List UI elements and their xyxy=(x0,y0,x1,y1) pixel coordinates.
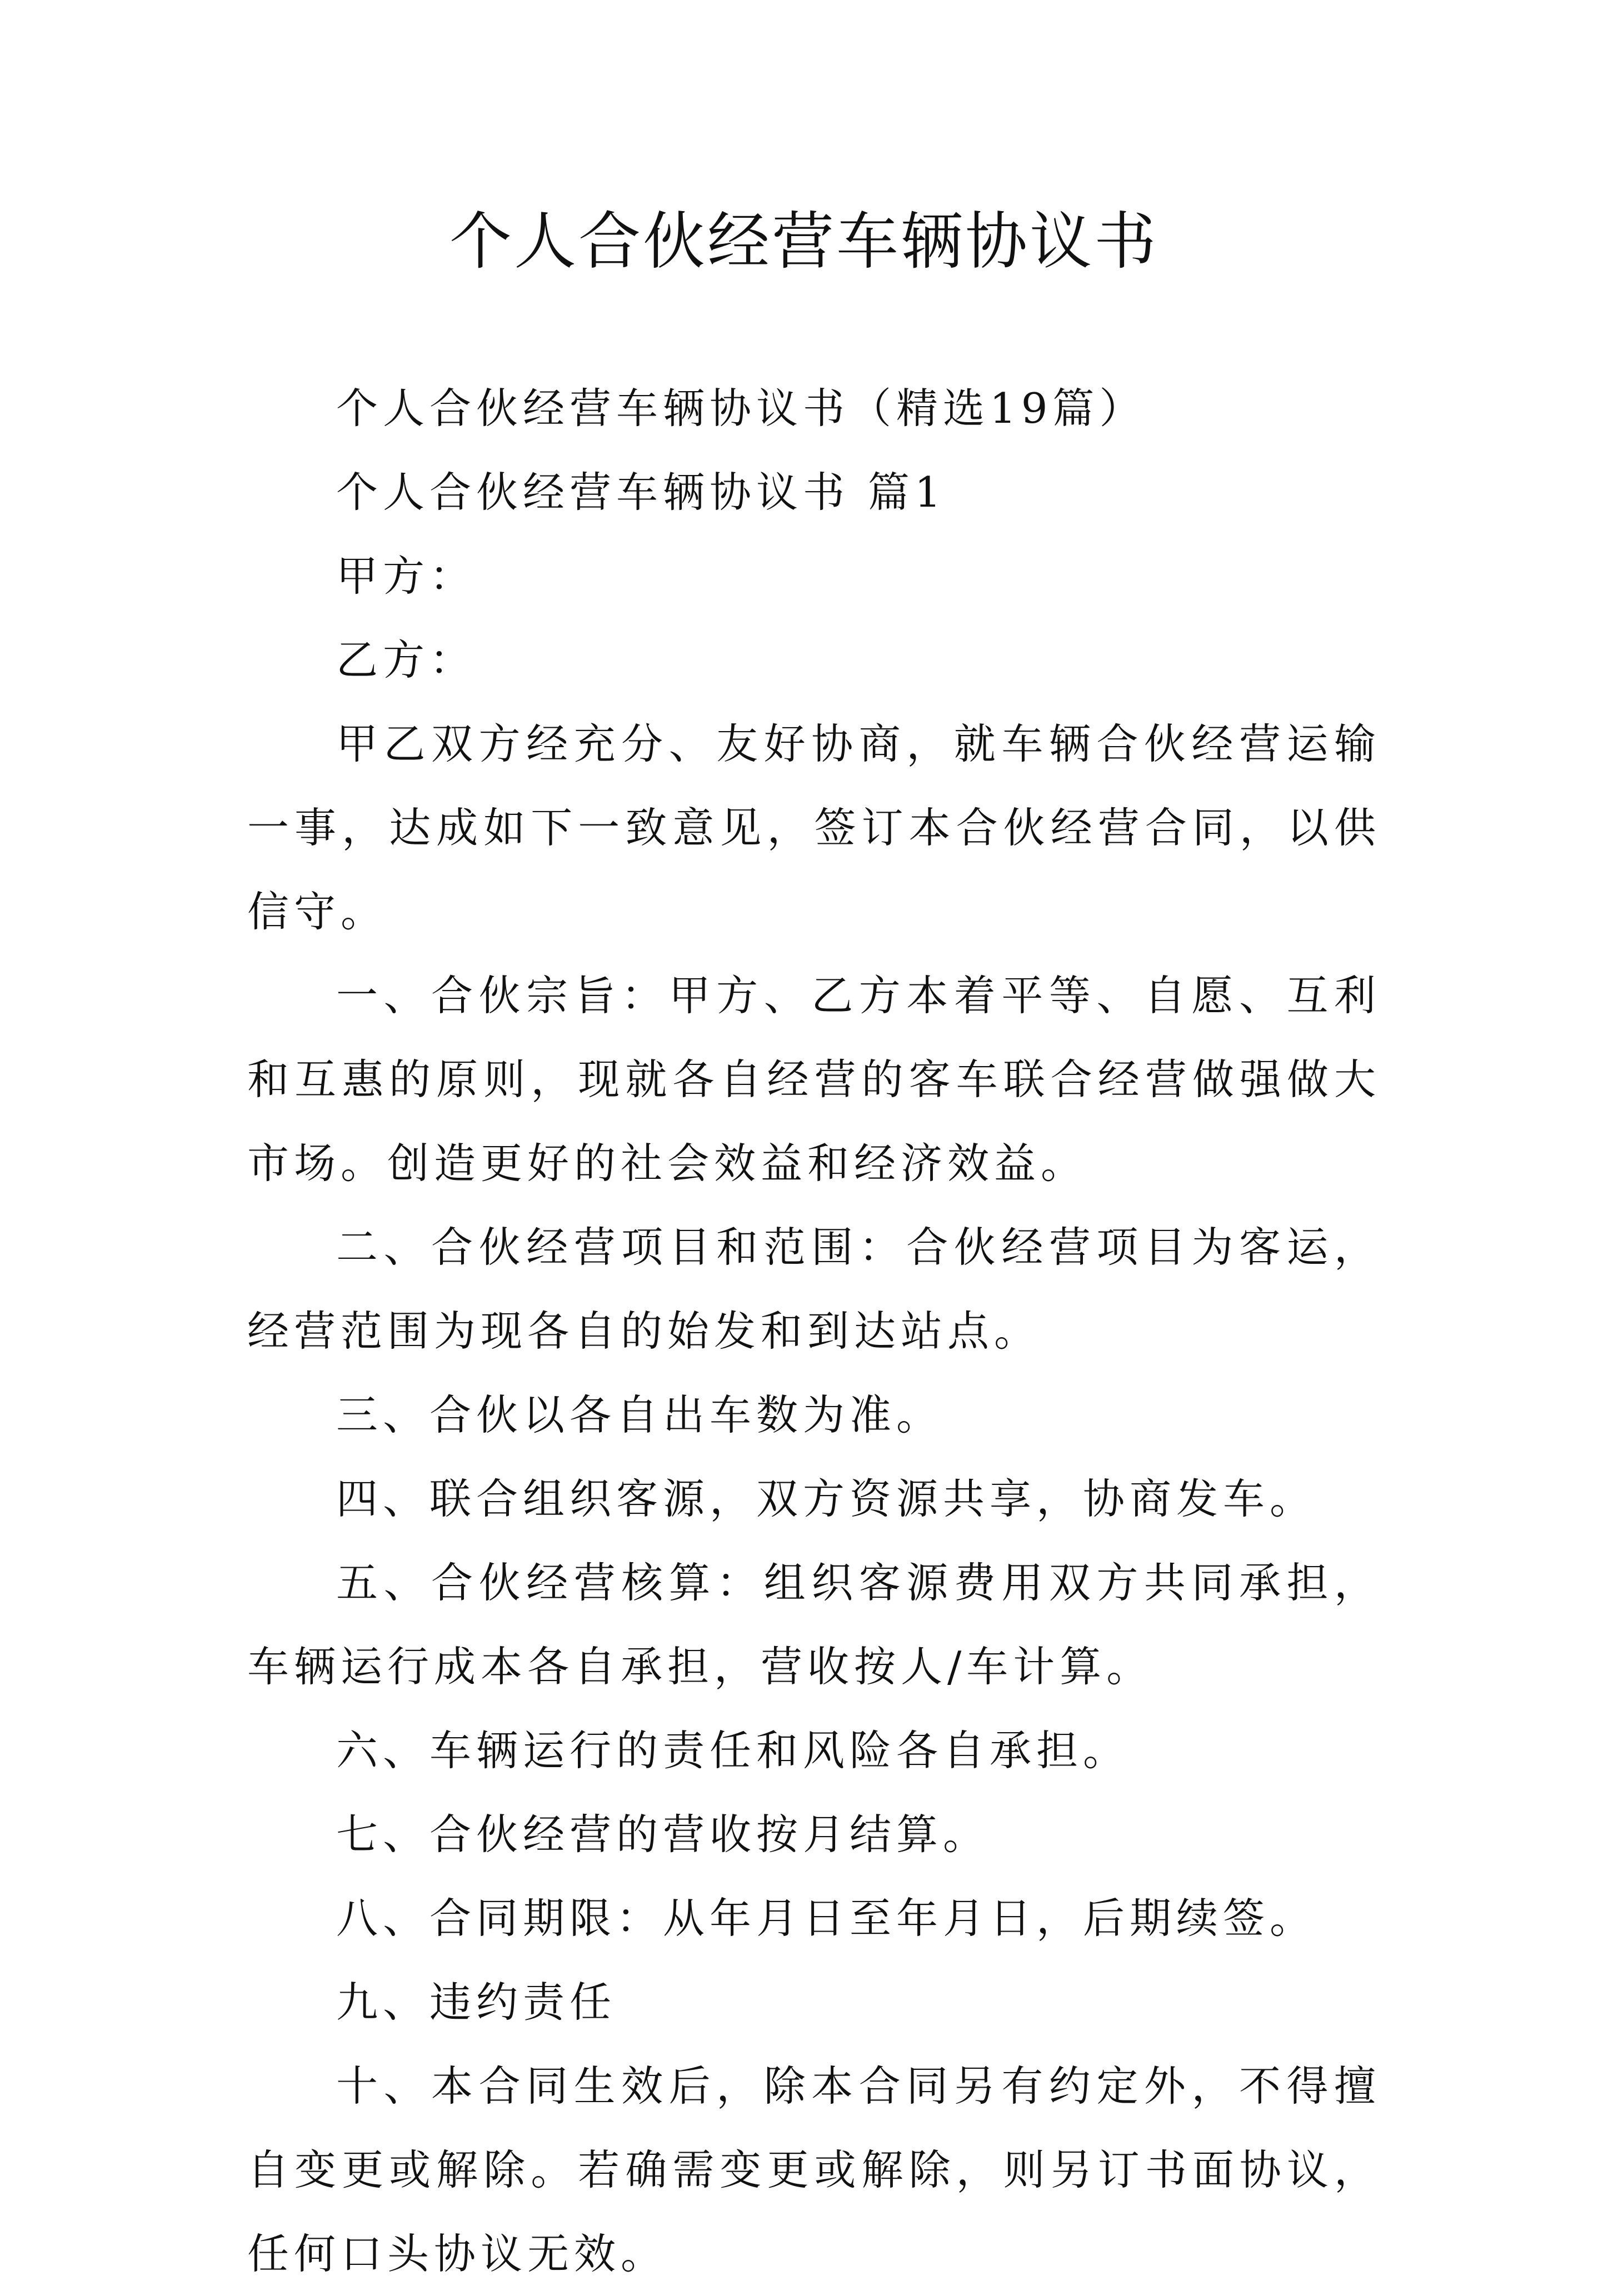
clause-1: 一、合伙宗旨：甲方、乙方本着平等、自愿、互利和互惠的原则，现就各自经营的客车联合经营做强做大市场。创造更好的社会效益和经济效益。 xyxy=(247,971,1381,1188)
clause-9: 九、违约责任 xyxy=(336,1978,617,2027)
clause-8: 八、合同期限：从年月日至年月日，后期续签。 xyxy=(336,1894,1317,1943)
document-title: 个人合伙经营车辆协议书 xyxy=(450,206,1158,278)
clause-2: 二、合伙经营项目和范围：合伙经营项目为客运，经营范围为现各自的始发和到达站点。 xyxy=(247,1223,1381,1355)
party-b-line: 乙方： xyxy=(336,636,477,684)
subtitle-paragraph: 个人合伙经营车辆协议书（精选19篇） xyxy=(336,384,1146,433)
clause-7: 七、合伙经营的营收按月结算。 xyxy=(336,1810,990,1859)
section-heading: 个人合伙经营车辆协议书 篇1 xyxy=(336,468,946,517)
clause-10: 十、本合同生效后，除本合同另有约定外，不得擅自变更或解除。若确需变更或解除，则另订书面协议，任何口头协议无效。 xyxy=(247,2062,1381,2278)
party-a-line: 甲方： xyxy=(336,552,477,601)
clause-6: 六、车辆运行的责任和风险各自承担。 xyxy=(336,1726,1130,1775)
clause-5: 五、合伙经营核算：组织客源费用双方共同承担，车辆运行成本各自承担，营收按人/车计算。 xyxy=(247,1558,1381,1691)
clause-3: 三、合伙以各自出车数为准。 xyxy=(336,1390,943,1439)
document-body xyxy=(247,367,1381,2296)
clause-4: 四、联合组织客源，双方资源共享，协商发车。 xyxy=(336,1474,1317,1523)
intro-paragraph: 甲乙双方经充分、友好协商，就车辆合伙经营运输一事，达成如下一致意见，签订本合伙经营合同，以供信守。 xyxy=(247,719,1381,936)
